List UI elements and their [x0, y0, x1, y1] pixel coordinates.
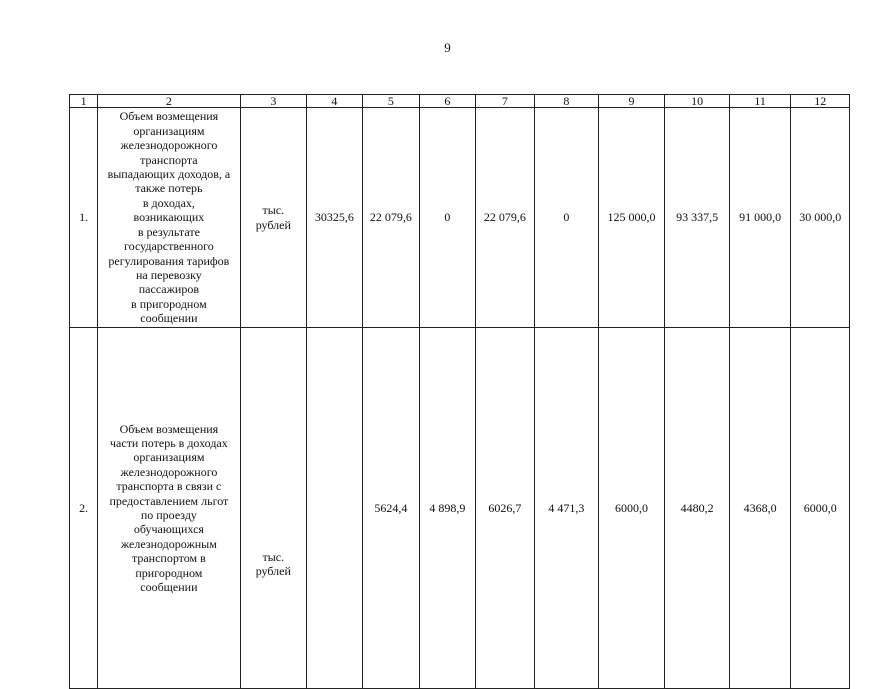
- row-value: 30325,6: [307, 108, 362, 328]
- column-header: 12: [791, 95, 850, 108]
- column-header: 5: [362, 95, 420, 108]
- row-description: Объем возмещения части потерь в доходах организациям железнодорожного транспорта в связи с предоставлением льгот по проезду обучающихся железнодорожным транспортом в пригородном сообщении: [98, 328, 240, 689]
- column-header: 7: [475, 95, 535, 108]
- column-header: 9: [598, 95, 665, 108]
- table-row: [70, 328, 850, 689]
- page-number: 9: [444, 40, 451, 55]
- column-header: 10: [665, 95, 730, 108]
- table-row: [70, 108, 850, 328]
- row-value: 4 471,3: [535, 328, 599, 689]
- row-value: 0: [535, 108, 599, 328]
- row-description: Объем возмещения организациям железнодорожного транспорта выпадающих доходов, а также потерь в доходах, возникающих в результате государственного регулирования тарифов на перевозку пассажиров в пригородном сообщении: [98, 108, 240, 328]
- column-header: 1: [70, 95, 98, 108]
- row-value: 6026,7: [475, 328, 535, 689]
- row-value: 4 898,9: [420, 328, 475, 689]
- row-value: 30 000,0: [791, 108, 850, 328]
- row-value: 0: [420, 108, 475, 328]
- column-header: 2: [98, 95, 240, 108]
- data-table: [69, 94, 850, 689]
- row-unit: тыс. рублей: [240, 328, 307, 689]
- row-value: 22 079,6: [362, 108, 420, 328]
- row-number: 2.: [70, 328, 98, 689]
- row-value: [307, 328, 362, 689]
- row-value: 22 079,6: [475, 108, 535, 328]
- row-value: 5624,4: [362, 328, 420, 689]
- column-header: 4: [307, 95, 362, 108]
- row-value: 6000,0: [791, 328, 850, 689]
- column-header: 8: [535, 95, 599, 108]
- row-unit: тыс. рублей: [240, 108, 307, 328]
- column-header: 6: [420, 95, 475, 108]
- column-header: 11: [729, 95, 791, 108]
- row-value: 4480,2: [665, 328, 730, 689]
- table-header-row: [70, 95, 850, 108]
- row-value: 4368,0: [729, 328, 791, 689]
- row-value: 6000,0: [598, 328, 665, 689]
- row-number: 1.: [70, 108, 98, 328]
- column-header: 3: [240, 95, 307, 108]
- row-value: 91 000,0: [729, 108, 791, 328]
- row-value: 125 000,0: [598, 108, 665, 328]
- row-value: 93 337,5: [665, 108, 730, 328]
